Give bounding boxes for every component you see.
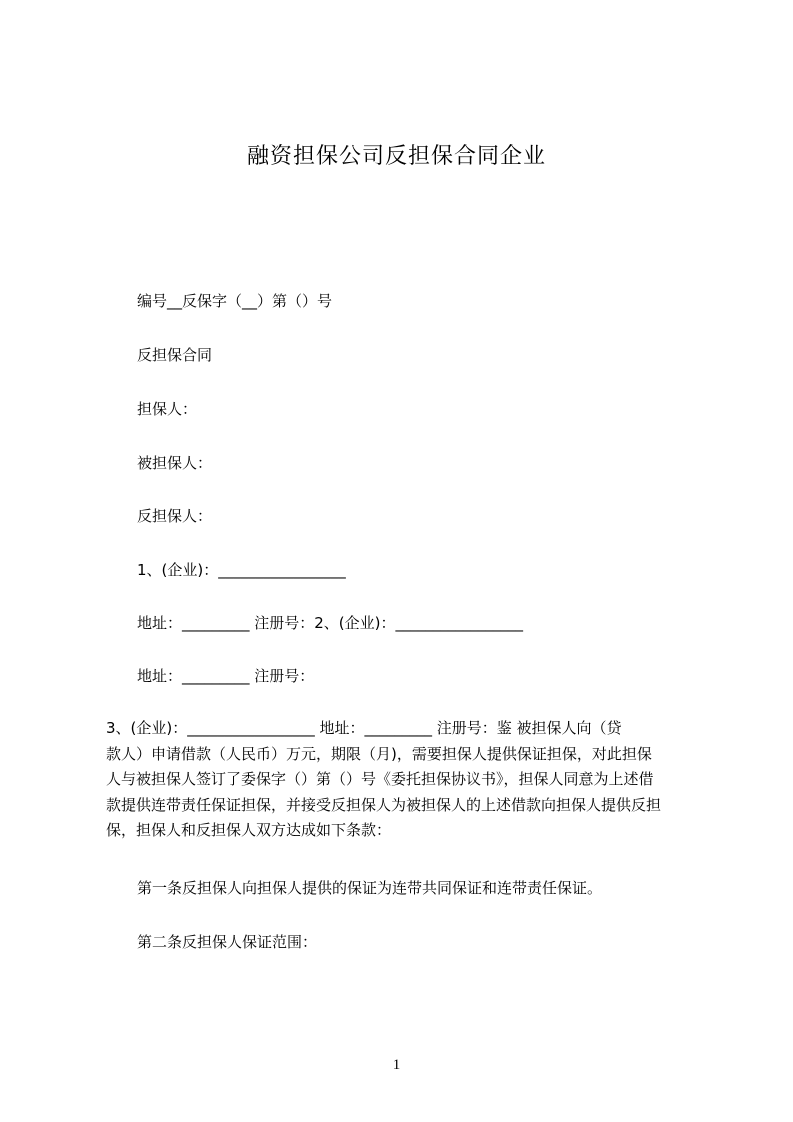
contract-number-line: 编号__反保字（__）第（）号 [137,292,333,310]
guarantor-line: 担保人： [137,400,198,418]
enterprise-1-line: 1、(企业)：_________________ [137,561,346,579]
guaranteed-party-line: 被担保人： [137,454,213,472]
page-number: 1 [392,1057,401,1073]
recital-line-5: 保，担保人和反担保人双方达成如下条款： [106,821,392,840]
address-2-line: 地址：_________ 注册号： [137,667,315,685]
recital-line-1: 3、(企业)：_________________ 地址：_________ 注册号：鉴 被担保人向（贷 [106,719,622,737]
clause-2: 第二条反担保人保证范围： [137,933,318,951]
recital-line-2: 款人）申请借款（人民币）万元，期限（月)，需要担保人提供保证担保，对此担保 [106,744,652,763]
address-1-line: 地址：_________ 注册号：2、(企业)：_________________ [137,614,524,632]
contract-name-line: 反担保合同 [137,346,213,364]
counter-guarantor-line: 反担保人： [137,507,213,525]
recital-paragraph [106,716,700,844]
recital-line-4: 款提供连带责任保证担保，并接受反担保人为被担保人的上述借款向担保人提供反担 [106,795,662,814]
document-title: 融资担保公司反担保合同企业 [246,144,546,169]
recital-line-3: 人与被担保人签订了委保字（）第（）号《委托担保协议书》，担保人同意为上述借 [106,770,654,789]
clause-1: 第一条反担保人向担保人提供的保证为连带共同保证和连带责任保证。 [137,879,603,897]
